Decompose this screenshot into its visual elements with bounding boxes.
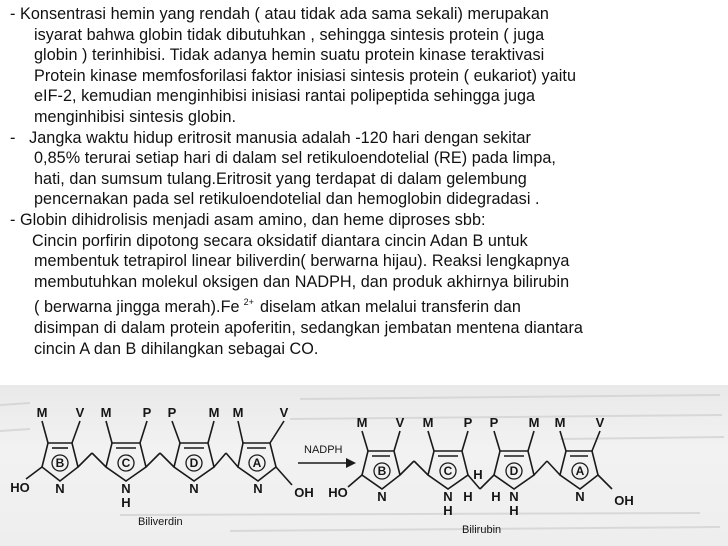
text-line: Cincin porfirin dipotong secara oksidatif diantara cincin Adan B untuk [32, 231, 528, 250]
nitrogen-label: N [253, 481, 263, 496]
text-line: disimpan di dalam protein apoferitin, sedangkan jembatan mentena diantara [34, 318, 583, 337]
text-line: - Jangka waktu hidup eritrosit manusia adalah -120 hari dengan sekitar [10, 128, 531, 147]
text-line: eIF-2, kemudian menginhibisi inisiasi rantai polipeptida sehingga juga [34, 87, 536, 106]
text-line [10, 292, 722, 318]
substituent-label: M [36, 405, 48, 420]
nitrogen-label: N [377, 489, 387, 504]
substituent-label: M [208, 405, 220, 420]
text-line: globin ) terinhibisi. Tidak adanya hemin suatu protein kinase teraktivasi [34, 46, 545, 65]
ring-label-d: D [509, 464, 519, 478]
ring-label-b: B [55, 456, 65, 470]
hydrogen-label: H [473, 467, 483, 482]
substituent-label: V [75, 405, 85, 420]
text-line: membentuk tetrapirol linear biliverdin( berwarna hijau). Reaksi lengkapnya [34, 252, 570, 271]
ring-label-b: B [377, 464, 387, 478]
bilirubin-caption: Bilirubin [462, 524, 502, 536]
text-fragment: diselam atkan melalui transferin dan [259, 298, 521, 317]
text-line: membutuhkan molekul oksigen dan NADPH, dan produk akhirnya bilirubin [34, 272, 570, 291]
substituent-label: M [232, 405, 244, 420]
text-line: Protein kinase memfosforilasi faktor inisiasi sintesis protein ( eukariot) yaitu [34, 66, 576, 85]
biliverdin-structure [10, 405, 314, 528]
substituent-label: V [395, 415, 405, 430]
substituent-label: V [279, 405, 289, 420]
nitrogen-label: N [55, 481, 65, 496]
paragraph-globin [10, 210, 722, 231]
ring-label-a: A [252, 456, 262, 470]
slide-text [10, 4, 722, 359]
scanned-figure [0, 385, 728, 546]
nitrogen-label: N [189, 481, 199, 496]
ring-label-c: C [443, 464, 453, 478]
text-line: - Konsentrasi hemin yang rendah ( atau tidak ada sama sekali) merupakan [10, 5, 549, 23]
nitrogen-label: N [443, 489, 453, 504]
paragraph-cincin [10, 231, 722, 360]
hydrogen-label: H [509, 503, 519, 518]
reaction-arrow [298, 444, 356, 468]
nitrogen-label: N [121, 481, 131, 496]
text-line: pencernakan pada sel retikuloendotelial dan hemoglobin didegradasi . [34, 190, 540, 209]
text-line: cincin A dan B dihilangkan sebagai CO. [34, 339, 319, 358]
substituent-label: M [422, 415, 434, 430]
paragraph-eritrosit [10, 128, 722, 210]
paragraph-hemin [10, 4, 722, 128]
substituent-label: P [489, 415, 499, 430]
substituent-label: M [100, 405, 112, 420]
substituent-label: M [554, 415, 566, 430]
biliverdin-caption: Biliverdin [138, 516, 183, 528]
hydrogen-label: H [121, 495, 131, 510]
substituent-label: P [463, 415, 473, 430]
ring-label-c: C [121, 456, 131, 470]
hydrogen-label: H [443, 503, 453, 518]
ring-label-d: D [189, 456, 199, 470]
hydroxyl-label: HO [328, 485, 348, 500]
text-line: isyarat bahwa globin tidak dibutuhkan , sehingga sintesis protein ( juga [34, 25, 545, 44]
bilirubin-structure [328, 415, 634, 536]
text-fragment: ( berwarna jingga merah).Fe [34, 298, 240, 317]
hydroxyl-label: OH [614, 493, 634, 508]
substituent-label: M [528, 415, 540, 430]
heme-degradation-diagram [0, 385, 728, 546]
nitrogen-label: N [575, 489, 585, 504]
ring-label-a: A [575, 464, 585, 478]
text-line: hati, dan sumsum tulang.Eritrosit yang terdapat di dalam gelembung [34, 169, 527, 188]
substituent-label: P [167, 405, 177, 420]
text-line: 0,85% terurai setiap hari di dalam sel retikuloendotelial (RE) pada limpa, [34, 149, 556, 168]
text-line: - Globin dihidrolisis menjadi asam amino, dan heme diproses sbb: [10, 210, 486, 229]
hydroxyl-label: OH [294, 485, 314, 500]
hydrogen-label: H [491, 489, 501, 504]
substituent-label: V [595, 415, 605, 430]
iron-charge-superscript: 2+ [243, 297, 254, 308]
hydroxyl-label: HO [10, 480, 30, 495]
nitrogen-label: N [509, 489, 519, 504]
text-line: menginhibisi sintesis globin. [34, 107, 237, 126]
substituent-label: P [142, 405, 152, 420]
substituent-label: M [356, 415, 368, 430]
nadph-label: NADPH [304, 444, 343, 456]
hydrogen-label: H [463, 489, 473, 504]
